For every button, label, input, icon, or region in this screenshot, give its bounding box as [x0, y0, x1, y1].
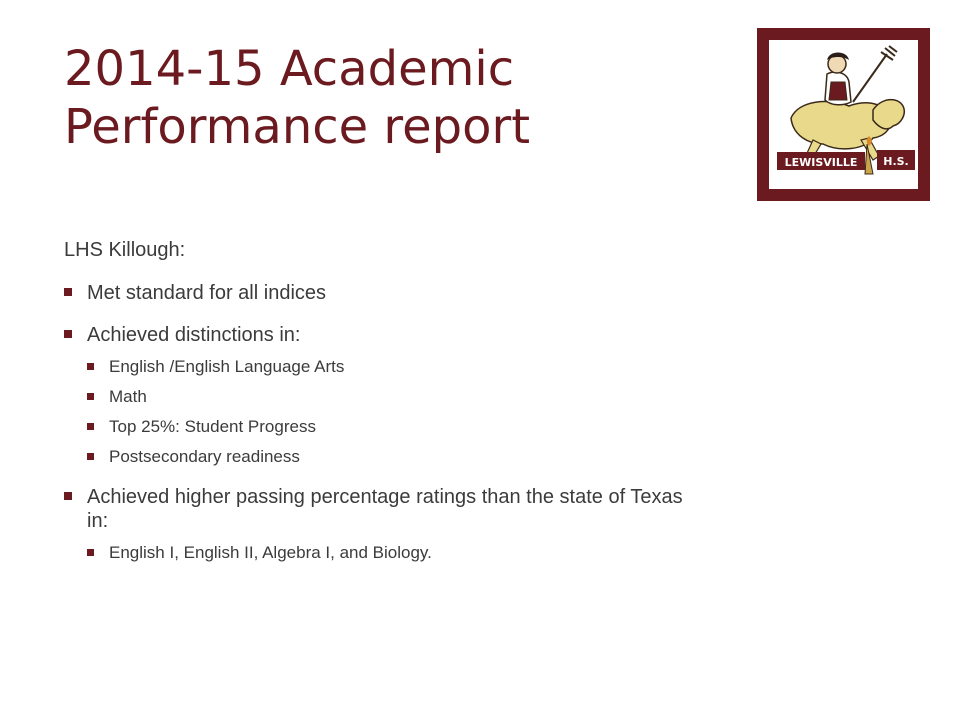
square-bullet-icon: [87, 453, 94, 460]
sub-bullet-text: English I, English II, Algebra I, and Biology.: [109, 543, 432, 562]
sub-bullet-text: English /English Language Arts: [109, 357, 345, 376]
bullet-text: Achieved higher passing percentage ratings than the state of Texas in:: [87, 486, 683, 532]
logo-text-left: LEWISVILLE: [784, 156, 858, 169]
square-bullet-icon: [64, 330, 72, 338]
sub-bullet-text: Top 25%: Student Progress: [109, 417, 316, 436]
bullet-list: [64, 281, 684, 563]
square-bullet-icon: [64, 492, 72, 500]
bullet-text: Achieved distinctions in:: [87, 324, 301, 346]
sub-bullet-item: [66, 543, 684, 563]
intro-text: LHS Killough:: [64, 239, 186, 261]
sub-bullet-text: Postsecondary readiness: [109, 447, 300, 466]
bullet-item: [64, 485, 684, 563]
sub-bullet-item: [66, 357, 684, 377]
bullet-item: [64, 323, 684, 467]
sub-bullet-item: [66, 417, 684, 437]
square-bullet-icon: [87, 549, 94, 556]
slide-body: [64, 236, 684, 563]
sub-bullet-text: Math: [109, 387, 147, 406]
square-bullet-icon: [87, 363, 94, 370]
sub-bullet-item: [66, 387, 684, 407]
title-line-1: 2014-15 Academic: [64, 41, 515, 97]
title-line-2: Performance report: [64, 99, 531, 155]
sub-bullet-list: [87, 543, 684, 563]
logo-text-right: H.S.: [883, 155, 909, 168]
sub-bullet-item: [66, 447, 684, 467]
sub-bullet-list: [87, 357, 684, 467]
bullet-text: Met standard for all indices: [87, 282, 327, 304]
square-bullet-icon: [87, 393, 94, 400]
mascot-illustration: [769, 40, 918, 189]
square-bullet-icon: [87, 423, 94, 430]
bullet-item: [64, 281, 684, 305]
square-bullet-icon: [64, 288, 72, 296]
slide-title: [64, 40, 704, 156]
logo-image: [769, 40, 918, 189]
school-logo: [757, 28, 930, 201]
